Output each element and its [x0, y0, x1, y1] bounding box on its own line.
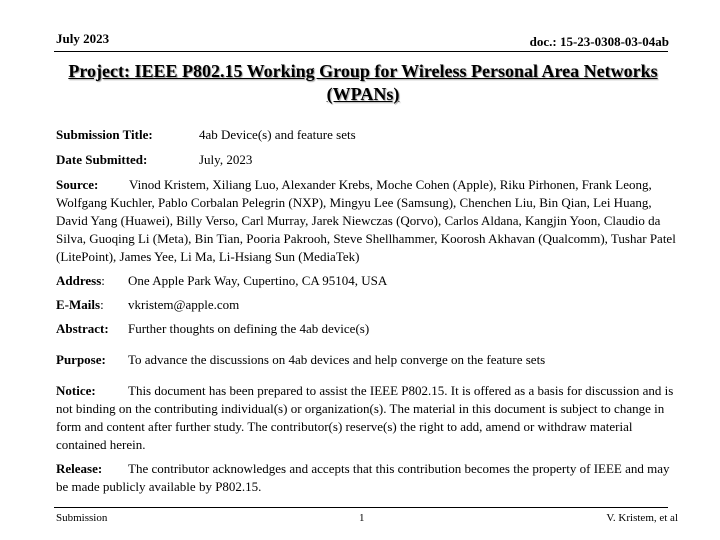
source-value: Vinod Kristem, Xiliang Luo, Alexander Krebs, Moche Cohen (Apple), Riku Pirhonen, Frank Leong, Wolfgang Kuchler, Pablo Corbalan Pelegrin (NXP), Mingyu Lee (Samsung), Chenchen Liu, Bin Qian, Lei Huang, David Yang (Huawei), Billy Verso, Carl Murray, Jarek Niewczas (Qorvo), Carlos Aldana, Kangjin Yoon, Claudio da Silva, Guoqing Li (Meta), Bin Tian, Pooria Pakrooh, Steve Shellhammer, Koorosh Akhavan (Qualcomm), Tushar Patel (LitePoint), James Yee, Li Ma, Li-Hsiang Sun (MediaTek)	[56, 177, 676, 264]
purpose-label: Purpose:	[56, 352, 106, 367]
header-doc-id: doc.: 15-23-0308-03-04ab	[529, 34, 669, 49]
header-date: July 2023	[56, 31, 110, 46]
header-rule	[54, 51, 668, 52]
emails-label	[56, 296, 128, 314]
date-submitted-label: Date Submitted:	[56, 152, 148, 167]
notice-paragraph	[56, 382, 680, 454]
emails-label-sep: :	[100, 297, 104, 312]
source-label: Source:	[56, 177, 99, 192]
abstract-row	[56, 320, 680, 338]
address-value: One Apple Park Way, Cupertino, CA 95104, USA	[128, 273, 388, 288]
address-row	[56, 272, 680, 290]
emails-value: vkristem@apple.com	[128, 297, 240, 312]
emails-label-text: E-Mails	[56, 297, 101, 312]
purpose-value: To advance the discussions on 4ab devices and help converge on the feature sets	[128, 352, 546, 367]
document-body	[56, 126, 680, 496]
footer-page-number: 1	[359, 512, 365, 524]
release-value: The contributor acknowledges and accepts that this contribution becomes the property of IEEE and may be made publicly available by P802.15.	[56, 461, 670, 494]
purpose-row	[56, 351, 680, 369]
abstract-value: Further thoughts on defining the 4ab device(s)	[128, 321, 370, 336]
release-label: Release:	[56, 461, 103, 476]
release-paragraph	[56, 460, 680, 496]
source-paragraph	[56, 176, 680, 266]
date-submitted-value: July, 2023	[199, 152, 253, 167]
emails-row	[56, 296, 680, 314]
submission-title-label: Submission Title:	[56, 127, 153, 142]
address-label-text: Address	[56, 273, 102, 288]
address-label	[56, 272, 128, 290]
footer-rule	[54, 507, 668, 508]
submission-title-row	[56, 126, 680, 144]
notice-label: Notice:	[56, 383, 96, 398]
address-label-sep: :	[101, 273, 105, 288]
date-submitted-row	[56, 151, 680, 169]
abstract-label: Abstract:	[56, 321, 109, 336]
footer-submission: Submission	[56, 512, 108, 524]
notice-value: This document has been prepared to assist the IEEE P802.15. It is offered as a basis for discussion and is not binding on the contributing individual(s) or organization(s). The material in this document is subject to change in form and content after further study. The contributor(s) reserve(s) the right to add, amend or withdraw material contained herein.	[56, 383, 674, 452]
project-title: Project: IEEE P802.15 Working Group for Wireless Personal Area Networks (WPANs)	[68, 61, 658, 104]
footer-author: V. Kristem, et al	[606, 512, 678, 524]
submission-title-value: 4ab Device(s) and feature sets	[199, 127, 356, 142]
